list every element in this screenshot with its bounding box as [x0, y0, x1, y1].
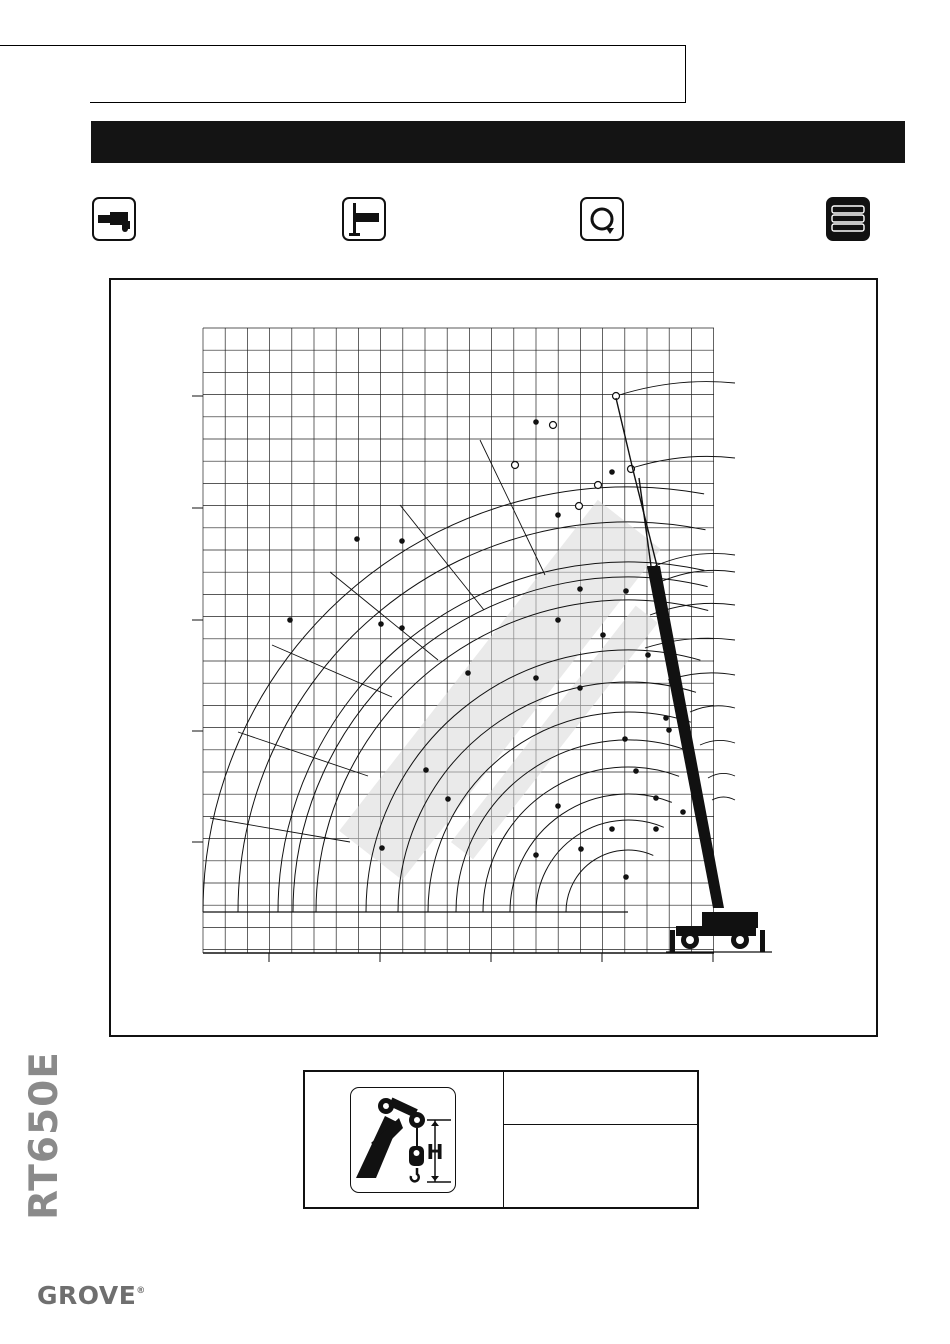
- length-leader-line: [712, 797, 735, 800]
- jib-tip-point: [595, 482, 602, 489]
- jib-tip-point: [576, 503, 583, 510]
- hook-block-height-icon: [350, 1087, 456, 1193]
- brand-logo: GROVE®: [37, 1281, 146, 1310]
- boom-tip-point: [399, 538, 405, 544]
- boom-angle-line: [330, 572, 438, 660]
- length-leader-lines: [616, 382, 735, 800]
- hook-height-symbol: H: [426, 1140, 444, 1164]
- boom-tip-point: [354, 536, 360, 542]
- boom-tip-point: [577, 586, 583, 592]
- chart-axis-ticks: [192, 396, 713, 962]
- boom-tip-point: [623, 874, 629, 880]
- boom-angle-line: [480, 440, 545, 575]
- boom-tip-point: [555, 803, 561, 809]
- boom-tip-point: [623, 588, 629, 594]
- hook-height-info-box: [303, 1070, 699, 1209]
- boom-tip-point: [445, 796, 451, 802]
- boom-tip-point: [533, 419, 539, 425]
- boom-tip-point: [622, 736, 628, 742]
- length-leader-line: [632, 456, 735, 468]
- boom-tip-point: [633, 768, 639, 774]
- boom-tip-point: [666, 727, 672, 733]
- length-leader-line: [690, 706, 735, 712]
- jib-tip-point: [550, 422, 557, 429]
- boom-tip-point: [680, 809, 686, 815]
- length-leader-line: [645, 638, 735, 648]
- length-leader-line: [616, 382, 735, 396]
- watermark-graphic: [339, 500, 695, 907]
- jib-tip-point: [512, 462, 519, 469]
- boom-tip-point: [287, 617, 293, 623]
- boom-tip-point: [600, 632, 606, 638]
- boom-tip-point: [465, 670, 471, 676]
- boom-tip-point: [379, 845, 385, 851]
- boom-angle-line: [238, 732, 368, 776]
- boom-tip-point: [578, 846, 584, 852]
- boom-tip-point: [663, 715, 669, 721]
- boom-tip-point: [653, 795, 659, 801]
- boom-tip-point: [533, 675, 539, 681]
- boom-tip-point: [555, 617, 561, 623]
- crane-carrier-graphic: [666, 912, 772, 952]
- model-label: RT650E: [22, 1051, 67, 1220]
- length-leader-line: [700, 740, 735, 745]
- boom-tip-point: [399, 625, 405, 631]
- hook-height-arc: [536, 820, 664, 912]
- boom-tip-point: [645, 652, 651, 658]
- boom-tip-point: [577, 685, 583, 691]
- boom-tip-point: [378, 621, 384, 627]
- boom-tip-point: [609, 469, 615, 475]
- boom-tip-point: [653, 826, 659, 832]
- boom-tip-point: [423, 767, 429, 773]
- length-leader-line: [708, 773, 735, 778]
- boom-tip-point: [533, 852, 539, 858]
- boom-tip-point: [609, 826, 615, 832]
- hook-height-arc: [566, 850, 653, 912]
- boom-tip-point: [555, 512, 561, 518]
